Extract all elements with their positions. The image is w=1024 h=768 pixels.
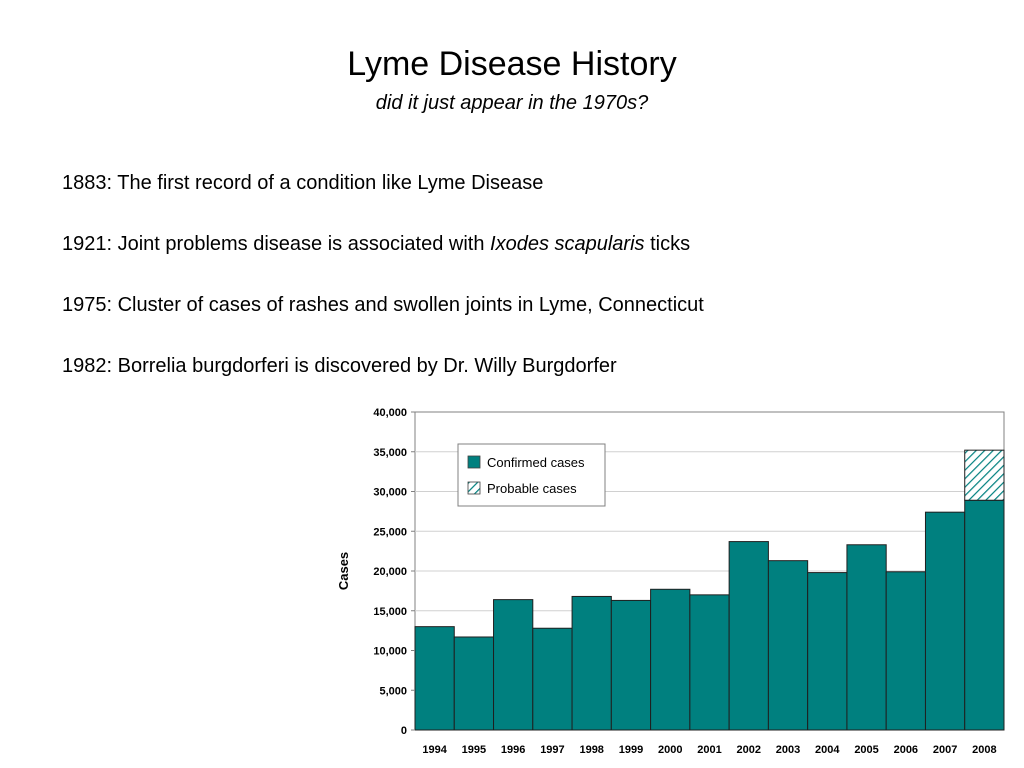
bar-probable-2008 xyxy=(965,450,1004,500)
legend-label-probable: Probable cases xyxy=(487,481,577,496)
bar-confirmed-1994 xyxy=(415,627,454,730)
bar-confirmed-1998 xyxy=(572,596,611,730)
y-tick-label: 15,000 xyxy=(373,605,407,618)
bar-confirmed-2007 xyxy=(925,512,964,730)
timeline-item: 1975: Cluster of cases of rashes and swollen joints in Lyme, Connecticut xyxy=(62,294,704,316)
y-tick-label: 35,000 xyxy=(373,446,407,459)
y-tick-label: 5,000 xyxy=(379,685,407,698)
y-tick-label: 20,000 xyxy=(373,566,407,578)
x-tick-label: 2002 xyxy=(736,744,762,756)
legend-box xyxy=(458,444,605,506)
y-tick-label: 30,000 xyxy=(373,486,407,499)
slide-title: Lyme Disease History xyxy=(347,45,677,83)
bar-confirmed-1997 xyxy=(533,628,572,730)
y-tick-label: 0 xyxy=(400,725,407,737)
species-name: Ixodes scapularis xyxy=(490,233,645,255)
y-tick-label: 25,000 xyxy=(373,526,407,539)
x-tick-label: 1995 xyxy=(461,744,487,756)
timeline-item: 1921: Joint problems disease is associated with Ixodes scapularis ticks xyxy=(62,233,691,255)
bar-confirmed-2008 xyxy=(965,500,1004,730)
legend xyxy=(458,444,605,506)
y-axis-label: Cases xyxy=(336,551,351,591)
bar-confirmed-2000 xyxy=(651,589,690,730)
lyme-cases-chart xyxy=(330,400,1020,768)
x-tick-label: 1997 xyxy=(540,744,565,756)
slide-subtitle: did it just appear in the 1970s? xyxy=(375,92,649,114)
x-tick-label: 2005 xyxy=(854,744,879,756)
legend-label-confirmed: Confirmed cases xyxy=(487,455,585,470)
bar-confirmed-2004 xyxy=(808,573,847,730)
x-tick-label: 1994 xyxy=(422,744,447,756)
y-tick-label: 40,000 xyxy=(373,407,407,419)
bar-confirmed-2001 xyxy=(690,595,729,730)
bar-confirmed-2003 xyxy=(768,561,807,730)
legend-swatch-probable xyxy=(468,482,480,494)
x-tick-label: 2007 xyxy=(932,744,958,756)
bar-confirmed-1996 xyxy=(494,600,533,730)
x-tick-label: 1998 xyxy=(579,744,604,756)
timeline-item: 1883: The first record of a condition like Lyme Disease xyxy=(62,172,544,194)
x-tick-label: 1996 xyxy=(500,744,526,756)
timeline-item: 1982: Borrelia burgdorferi is discovered by Dr. Willy Burgdorfer xyxy=(62,355,617,377)
bar-confirmed-1999 xyxy=(611,600,650,730)
bar-confirmed-1995 xyxy=(454,637,493,730)
x-tick-label: 2008 xyxy=(972,744,997,756)
bar-confirmed-2002 xyxy=(729,542,768,730)
legend-swatch-confirmed xyxy=(468,456,480,468)
x-tick-label: 2000 xyxy=(657,744,683,756)
y-tick-label: 10,000 xyxy=(373,645,407,658)
bar-confirmed-2006 xyxy=(886,572,925,730)
bar-confirmed-2005 xyxy=(847,545,886,730)
x-tick-label: 1999 xyxy=(618,744,644,756)
x-tick-label: 2003 xyxy=(775,744,801,756)
x-tick-label: 2006 xyxy=(893,744,919,756)
x-tick-label: 2001 xyxy=(697,744,722,756)
x-tick-label: 2004 xyxy=(815,744,840,756)
timeline-list xyxy=(62,170,962,414)
